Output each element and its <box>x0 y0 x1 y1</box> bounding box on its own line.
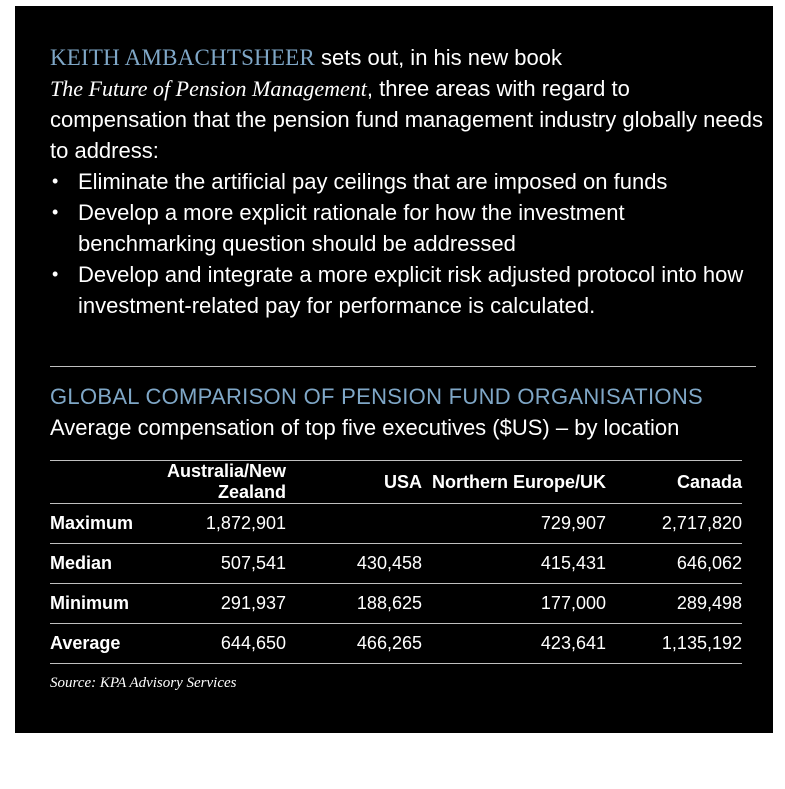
table-cell: 729,907 <box>422 504 606 544</box>
row-label-median: Median <box>50 544 140 584</box>
table-cell: 1,872,901 <box>140 504 286 544</box>
table-cell: 423,641 <box>422 624 606 664</box>
column-header-usa: USA <box>286 461 422 504</box>
table-cell: 2,717,820 <box>606 504 742 544</box>
table-cell: 177,000 <box>422 584 606 624</box>
article-panel <box>15 6 773 733</box>
bullet-list <box>50 166 765 321</box>
table-row <box>50 624 742 664</box>
section-title: GLOBAL COMPARISON OF PENSION FUND ORGANISATIONS <box>50 384 704 409</box>
table-row <box>50 504 742 544</box>
table-row <box>50 584 742 624</box>
intro-text-2: , three areas with regard to compensation that the pension fund management industry globally needs to address: <box>50 76 764 163</box>
intro-paragraph <box>50 42 765 321</box>
book-title: The Future of Pension Management <box>50 76 367 101</box>
bullet-icon: • <box>52 264 59 284</box>
column-header-northern-europe-uk: Northern Europe/UK <box>422 461 606 504</box>
row-label-minimum: Minimum <box>50 584 140 624</box>
bullet-text: Develop and integrate a more explicit risk adjusted protocol into how investment-related pay for performance is calculated. <box>78 262 744 318</box>
table-cell: 507,541 <box>140 544 286 584</box>
bullet-text: Eliminate the artificial pay ceilings that are imposed on funds <box>78 169 668 194</box>
table-cell: 415,431 <box>422 544 606 584</box>
compensation-table <box>50 460 742 664</box>
table-header-row <box>50 461 742 504</box>
table-cell: 291,937 <box>140 584 286 624</box>
section-divider <box>50 366 756 367</box>
bullet-icon: • <box>52 171 59 191</box>
column-header-australia-nz: Australia/New Zealand <box>140 461 286 504</box>
column-header-empty <box>50 461 140 504</box>
row-label-average: Average <box>50 624 140 664</box>
table-cell: 188,625 <box>286 584 422 624</box>
row-label-maximum: Maximum <box>50 504 140 544</box>
bullet-item <box>50 197 765 259</box>
bullet-item <box>50 166 765 197</box>
bullet-item <box>50 259 765 321</box>
author-name: KEITH AMBACHTSHEER <box>50 45 315 70</box>
table-cell: 289,498 <box>606 584 742 624</box>
section-subtitle: Average compensation of top five executives ($US) – by location <box>50 415 680 440</box>
table-row <box>50 544 742 584</box>
bullet-text: Develop a more explicit rationale for how the investment benchmarking question should be addressed <box>78 200 625 256</box>
intro-lead <box>50 42 765 166</box>
table-cell: 1,135,192 <box>606 624 742 664</box>
table-cell <box>286 504 422 544</box>
table-cell: 646,062 <box>606 544 742 584</box>
column-header-canada: Canada <box>606 461 742 504</box>
table-cell: 430,458 <box>286 544 422 584</box>
table-cell: 466,265 <box>286 624 422 664</box>
table-cell: 644,650 <box>140 624 286 664</box>
intro-text-1: sets out, in his new book <box>314 45 562 70</box>
source-note: Source: KPA Advisory Services <box>50 675 237 691</box>
bullet-icon: • <box>52 202 59 222</box>
